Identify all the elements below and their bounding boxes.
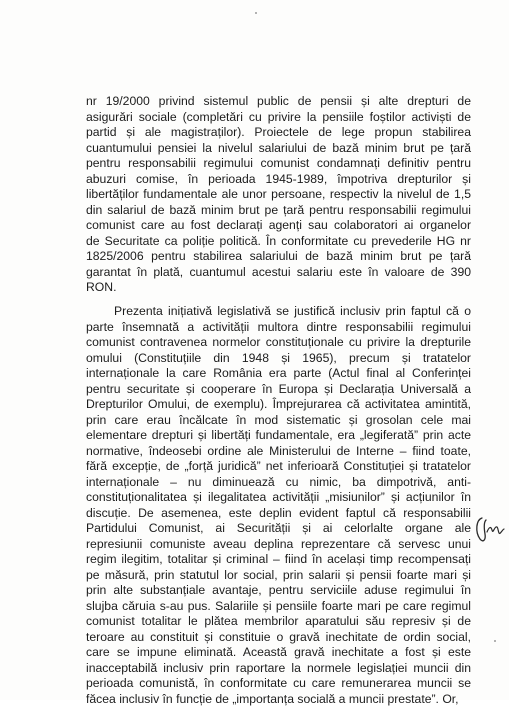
text-line: elementare drepturi și libertăți fundamentale, era „legiferată” prin acte — [86, 428, 471, 444]
text-line: comunist totalitar le plătea membrilor aparatului său represiv și de — [86, 614, 471, 630]
paragraph-2 — [86, 304, 471, 707]
text-line: internaționale la care România era parte (Actul final al Conferinței — [86, 366, 471, 382]
text-line: fără excepție, de „forță juridică” net inferioară Constituției și tratatelor — [86, 459, 471, 475]
text-line: de Securitate ca poliție politică. În conformitate cu prevederile HG nr — [86, 234, 471, 250]
text-line: comunist contravenea normelor constituționale cu privire la drepturile — [86, 335, 471, 351]
text-line: prin alte substanțiale avantaje, pentru serviciile aduse regimului în — [86, 583, 471, 599]
text-line: parte însemnată a activității multora dintre responsabilii regimului — [86, 320, 471, 336]
text-line: din salariul de bază minim brut pe țară pentru responsabilii regimului — [86, 203, 471, 219]
text-line: partid și ale magistraților). Proiectele de lege propun stabilirea — [86, 125, 471, 141]
text-line: nr 19/2000 privind sistemul public de pensii și alte drepturi de — [86, 94, 471, 110]
text-line: care se impune eliminată. Această gravă inechitate a fost și este — [86, 645, 471, 661]
text-line: cuantumului pensiei la nivelul salariului de bază minim brut pe țară — [86, 141, 471, 157]
text-line: Prezenta inițiativă legislativă se justifică inclusiv prin faptul că o — [86, 304, 471, 320]
text-line: abuzuri comise, în perioada 1945-1989, împotriva drepturilor și — [86, 172, 471, 188]
text-line: pentru securitate și cooperare în Europa și Declarația Universală a — [86, 382, 471, 398]
text-line: făcea inclusiv în funcție de „importanța socială a muncii prestate”. Or, — [86, 692, 471, 707]
text-line: internaționale – nu diminuează cu nimic, ba dimpotrivă, anti- — [86, 475, 471, 491]
text-line: Partidului Comunist, ai Securității și ai celorlalte organe ale — [86, 521, 471, 537]
text-line: regim ilegitim, totalitar și criminal – fiind în același timp recompensați — [86, 552, 471, 568]
text-line: discuție. De asemenea, este deplin evident faptul că responsabilii — [86, 506, 471, 522]
text-line: pe măsură, prin statutul lor social, prin salarii și pensii foarte mari și — [86, 568, 471, 584]
text-line: slujba căruia s-au pus. Salariile și pensiile foarte mari pe care regimul — [86, 599, 471, 615]
text-line: omului (Constituțiile din 1948 și 1965), precum și tratatelor — [86, 351, 471, 367]
text-line: pentru responsabilii regimului comunist condamnați definitiv pentru — [86, 156, 471, 172]
text-line: prin care erau încălcate în mod sistematic și grosolan cele mai — [86, 413, 471, 429]
text-line: comunist care au fost declarați agenți sau colaboratori ai organelor — [86, 218, 471, 234]
text-line: garantat în plată, cuantumul acestui salariu este în valoare de 390 — [86, 265, 471, 281]
text-line: normative, îndeosebi ordine ale Ministerului de Interne – fiind toate, — [86, 444, 471, 460]
text-line: asigurări sociale (completări cu privire la pensiile foștilor activiști de — [86, 110, 471, 126]
scan-speck — [255, 12, 257, 14]
text-line: represiunii comuniste aveau deplina reprezentare că servesc unui — [86, 537, 471, 553]
paragraph-1 — [86, 94, 471, 296]
text-line: teroare au constituit și constituie o gravă inechitate de ordin social, — [86, 630, 471, 646]
text-line: RON. — [86, 280, 471, 296]
text-line: Drepturilor Omului, de exemplu). Împrejurarea că activitatea amintită, — [86, 397, 471, 413]
scan-speck — [494, 640, 496, 642]
text-line: 1825/2006 pentru stabilirea salariului de bază minim brut pe țară — [86, 249, 471, 265]
text-line: constituționalitatea și ilegalitatea activității „misiunilor” și acțiunilor în — [86, 490, 471, 506]
text-line: inacceptabilă inclusiv prin raportare la normele legislației muncii din — [86, 661, 471, 677]
text-line: perioada comunistă, în conformitate cu care remunerarea muncii se — [86, 676, 471, 692]
handwritten-signature — [472, 512, 506, 546]
text-line: libertăților fundamentale ale unor persoane, respectiv la nivelul de 1,5 — [86, 187, 471, 203]
